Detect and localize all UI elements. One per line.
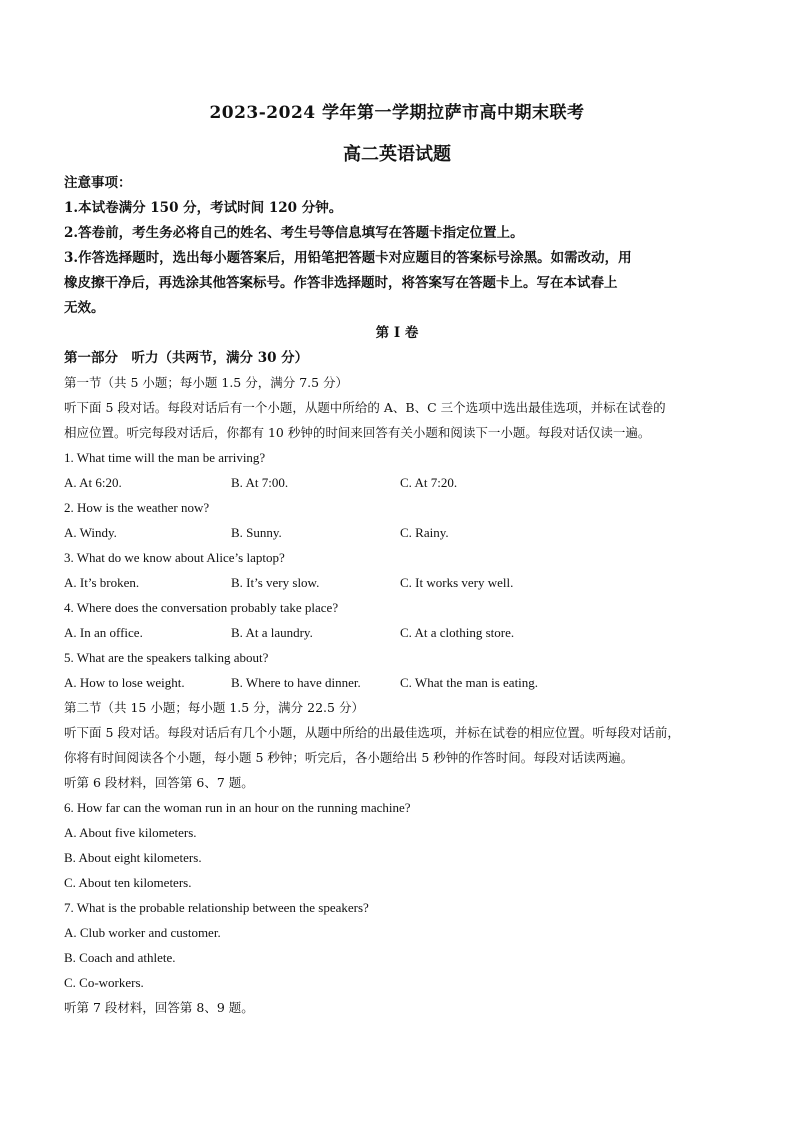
notice-heading: 注意事项：: [64, 175, 132, 191]
question-2: 2. How is the weather now?: [64, 500, 210, 515]
material-7-instruction: 听第 7 段材料，回答第 8、9 题。: [64, 1000, 254, 1015]
question-6-option-c: C. About ten kilometers.: [64, 875, 192, 890]
section1-instructions-line-1: 听下面 5 段对话。每段对话后有一个小题，从题中所给的 A、B、C 三个选项中选出最佳选项，并标在试卷的: [64, 400, 666, 415]
question-7-option-a: A. Club worker and customer.: [64, 925, 221, 940]
part1-heading: 第一部分 听力（共两节，满分 30 分）: [64, 350, 309, 366]
question-5-option-c: C. What the man is eating.: [400, 675, 539, 690]
question-5-option-a: A. How to lose weight.: [64, 675, 185, 690]
question-6-option-b: B. About eight kilometers.: [64, 850, 202, 865]
question-3-option-c: C. It works very well.: [400, 575, 514, 590]
exam-title: 2023-2024 学年第一学期拉萨市高中期末联考: [209, 103, 585, 123]
exam-subtitle: 高二英语试题: [343, 144, 451, 165]
question-1-option-b: B. At 7:00.: [231, 475, 289, 490]
question-2-option-b: B. Sunny.: [231, 525, 282, 540]
notice-item-3-line-1: 3.作答选择题时，选出每小题答案后，用铅笔把答题卡对应题目的答案标号涂黑。如需改动，用: [64, 250, 632, 266]
notice-item-3-line-3: 无效。: [64, 300, 105, 316]
question-7-option-c: C. Co-workers.: [64, 975, 144, 990]
question-6-option-a: A. About five kilometers.: [64, 825, 197, 840]
section2-instructions-line-1: 听下面 5 段对话。每段对话后有几个小题，从题中所给的出最佳选项，并标在试卷的相应位置。听每段对话前，: [64, 725, 680, 740]
question-3-option-b: B. It’s very slow.: [231, 575, 320, 590]
question-1-option-a: A. At 6:20.: [64, 475, 122, 490]
question-4-option-c: C. At a clothing store.: [400, 625, 515, 640]
question-6: 6. How far can the woman run in an hour on the running machine?: [64, 800, 411, 815]
question-3: 3. What do we know about Alice’s laptop?: [64, 550, 285, 565]
section1-instructions-line-2: 相应位置。听完每段对话后，你都有 10 秒钟的时间来回答有关小题和阅读下一小题。每段对话仅读一遍。: [64, 425, 651, 440]
section2-instructions-line-2: 你将有时间阅读各个小题，每小题 5 秒钟；听完后，各小题给出 5 秒钟的作答时间。每段对话读两遍。: [64, 750, 634, 765]
question-2-option-a: A. Windy.: [64, 525, 117, 540]
question-3-option-a: A. It’s broken.: [64, 575, 140, 590]
question-1: 1. What time will the man be arriving?: [64, 450, 266, 465]
volume-heading: 第 I 卷: [375, 325, 419, 341]
question-5: 5. What are the speakers talking about?: [64, 650, 269, 665]
question-7-option-b: B. Coach and athlete.: [64, 950, 176, 965]
notice-item-1: 1.本试卷满分 150 分，考试时间 120 分钟。: [64, 200, 343, 216]
section1-heading: 第一节（共 5 小题；每小题 1.5 分，满分 7.5 分）: [64, 375, 349, 390]
question-4: 4. Where does the conversation probably take place?: [64, 600, 339, 615]
question-4-option-b: B. At a laundry.: [231, 625, 313, 640]
question-2-option-c: C. Rainy.: [400, 525, 449, 540]
question-7: 7. What is the probable relationship between the speakers?: [64, 900, 369, 915]
question-4-option-a: A. In an office.: [64, 625, 143, 640]
notice-item-2: 2.答卷前，考生务必将自己的姓名、考生号等信息填写在答题卡指定位置上。: [64, 225, 524, 241]
notice-item-3-line-2: 橡皮擦干净后，再选涂其他答案标号。作答非选择题时，将答案写在答题卡上。写在本试春上: [64, 275, 618, 291]
material-6-instruction: 听第 6 段材料，回答第 6、7 题。: [64, 775, 254, 790]
question-1-option-c: C. At 7:20.: [400, 475, 458, 490]
section2-heading: 第二节（共 15 小题；每小题 1.5 分，满分 22.5 分）: [64, 700, 364, 715]
question-5-option-b: B. Where to have dinner.: [231, 675, 361, 690]
